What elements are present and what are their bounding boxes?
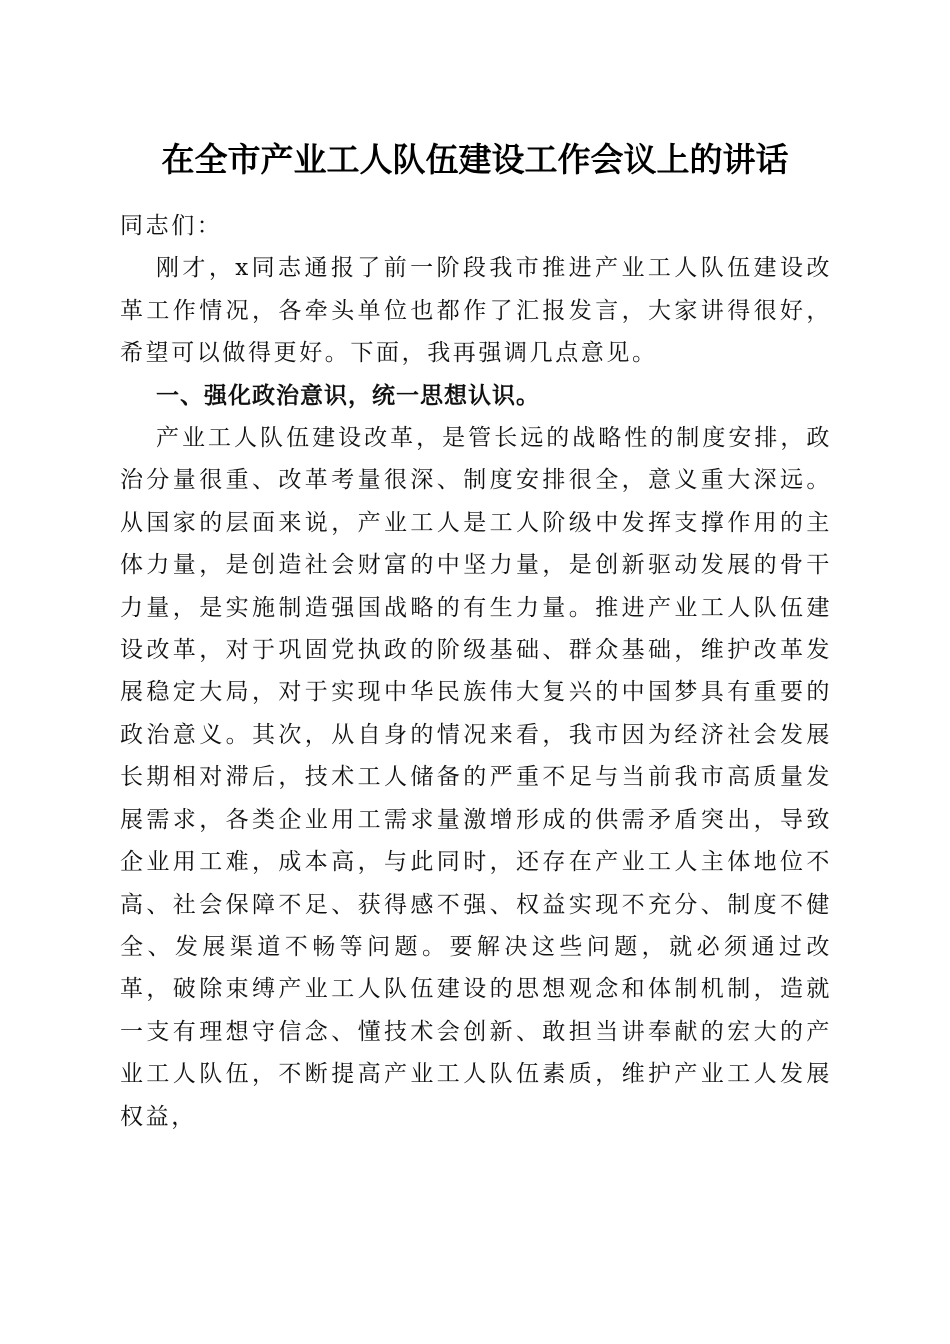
salutation: 同志们：	[120, 213, 223, 239]
paragraph-section-1: 产业工人队伍建设改革，是管长远的战略性的制度安排，政治分量很重、改革考量很深、制度安排很全，意义重大深远。从国家的层面来说，产业工人是工人阶级中发挥支撑作用的主体力量，是创造社会财富的中坚力量，是创新驱动发展的骨干力量，是实施制造强国战略的有生力量。推进产业工人队伍建设改革，对于巩固党执政的阶级基础、群众基础，维护改革发展稳定大局，对于实现中华民族伟大复兴的中国梦具有重要的政治意义。其次，从自身的情况来看，我市因为经济社会发展长期相对滞后，技术工人储备的严重不足与当前我市高质量发展需求，各类企业用工需求量激增形成的供需矛盾突出，导致企业用工难，成本高，与此同时，还存在产业工人主体地位不高、社会保障不足、获得感不强、权益实现不充分、制度不健全、发展渠道不畅等问题。要解决这些问题，就必须通过改革，破除束缚产业工人队伍建设的思想观念和体制机制，造就一支有理想守信念、懂技术会创新、敢担当讲奉献的宏大的产业工人队伍，不断提高产业工人队伍素质，维护产业工人发展权益，	[120, 425, 832, 1130]
document-body	[120, 205, 832, 1138]
paragraph-intro: 刚才，x同志通报了前一阶段我市推进产业工人队伍建设改革工作情况，各牵头单位也都作了汇报发言，大家讲得很好，希望可以做得更好。下面，我再强调几点意见。	[120, 255, 832, 367]
document-title: 在全市产业工人队伍建设工作会议上的讲话	[161, 140, 789, 179]
section-heading-1: 一、强化政治意识，统一思想认识。	[156, 382, 540, 409]
